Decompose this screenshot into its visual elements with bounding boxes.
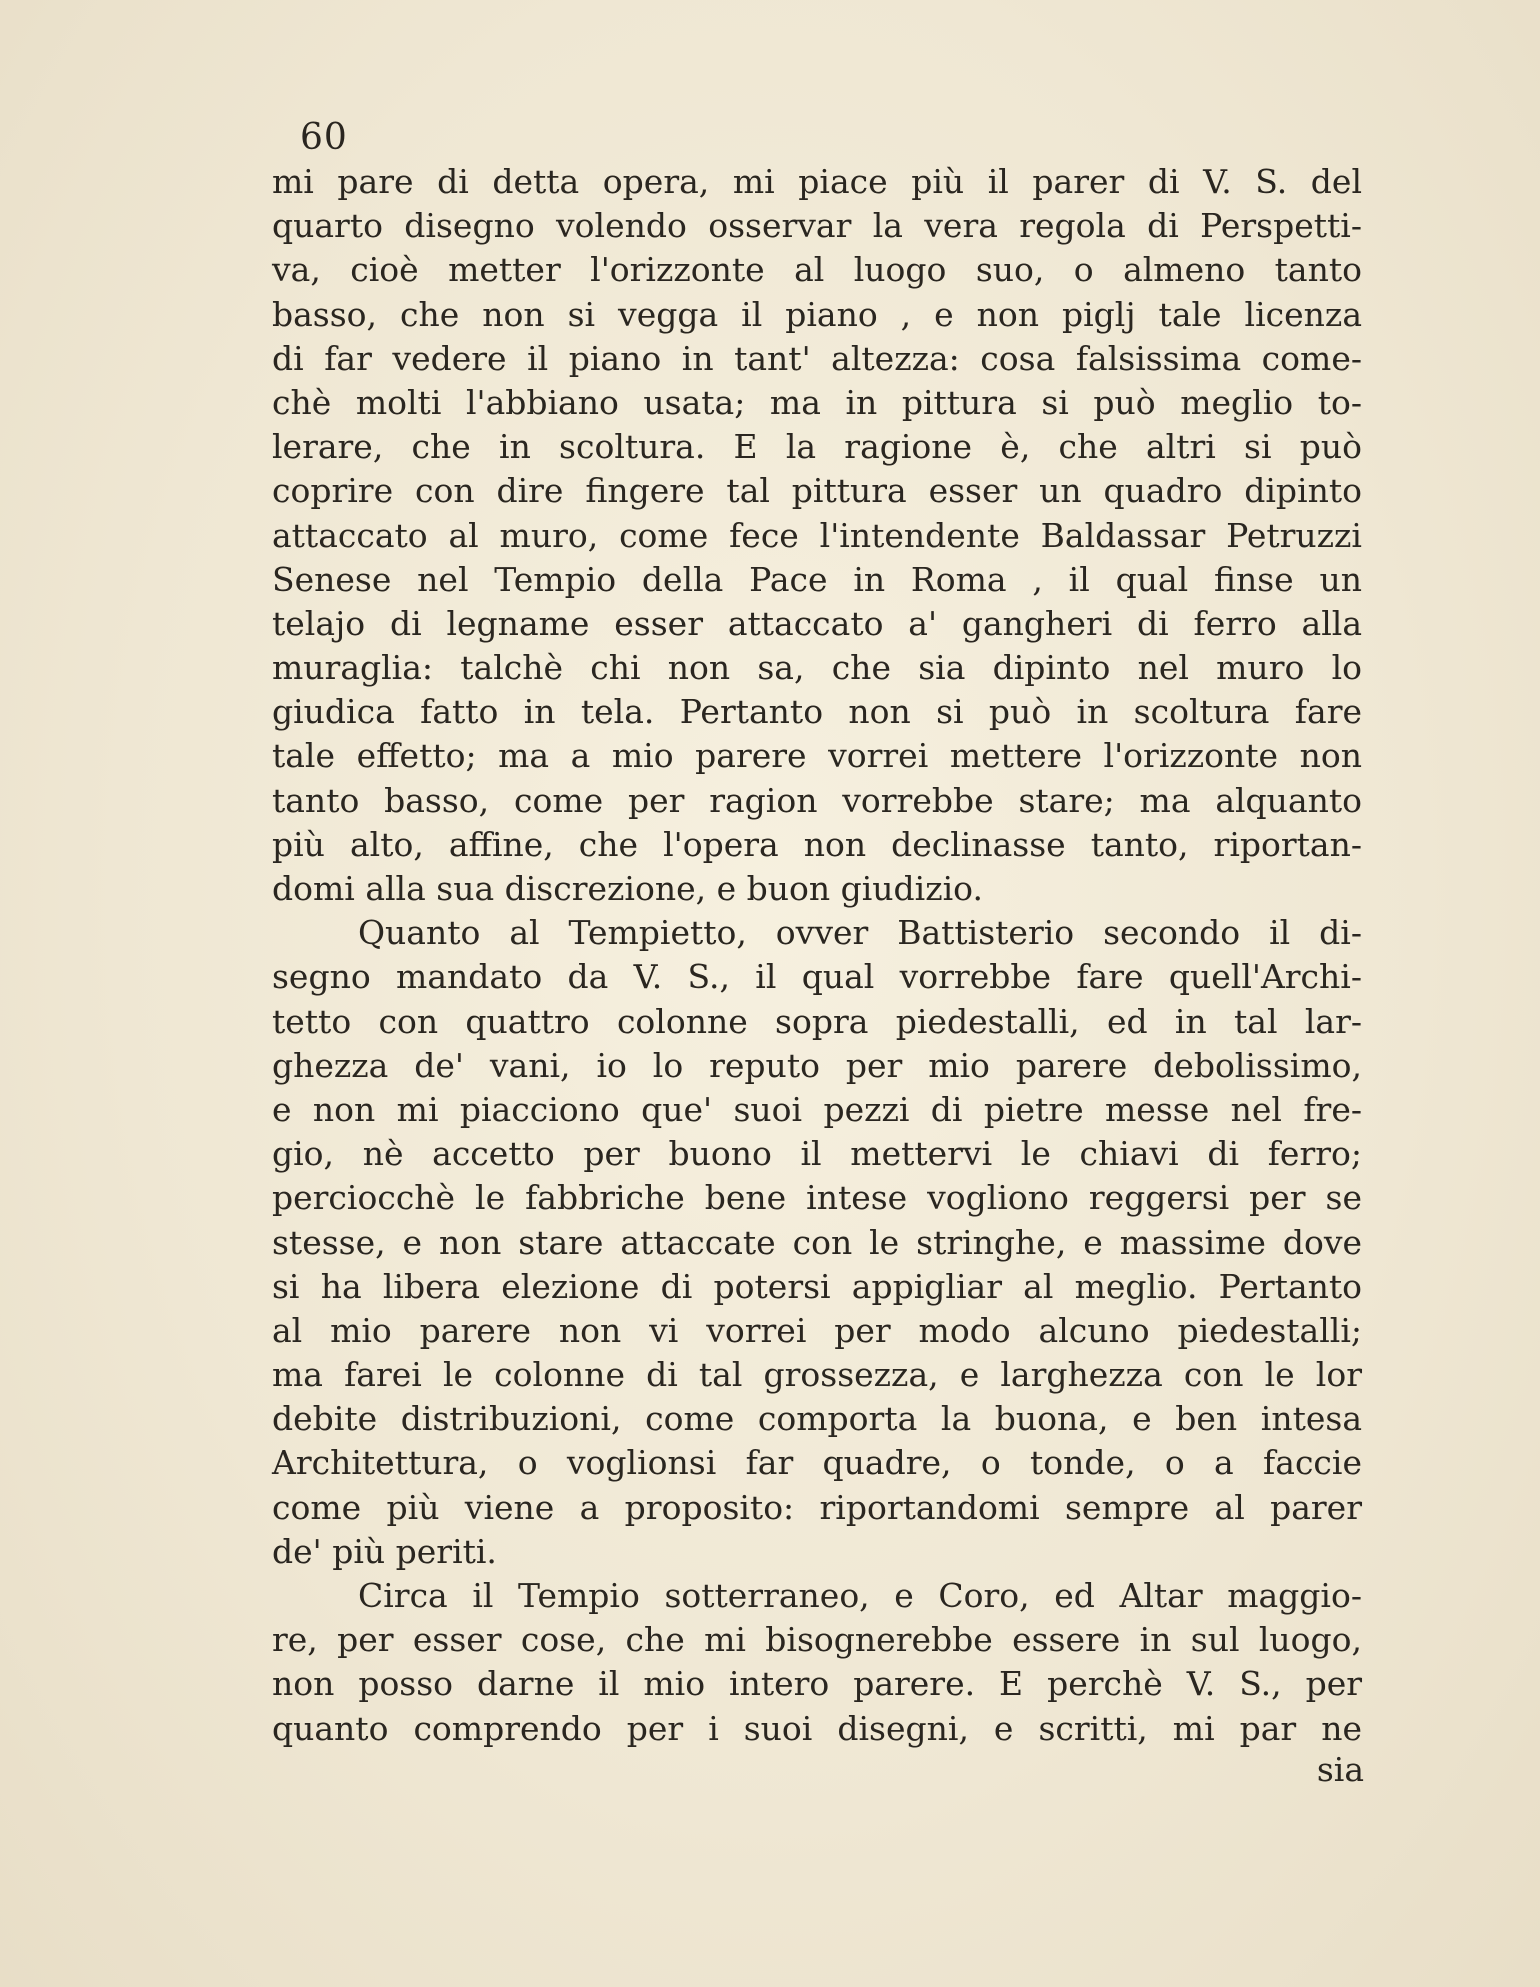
paragraph-start-line: Quanto al Tempietto, ovver Battisterio secondo il di- xyxy=(358,913,1362,953)
text-line: quanto comprendo per i suoi disegni, e scritti, mi par ne xyxy=(272,1708,1362,1748)
text-line: stesse, e non stare attaccate con le stringhe, e massime dove xyxy=(272,1222,1362,1262)
text-line: lerare, che in scoltura. E la ragione è, che altri si può xyxy=(272,427,1362,467)
text-line: debite distribuzioni, come comporta la buona, e ben intesa xyxy=(272,1399,1362,1439)
text-line: segno mandato da V. S., il qual vorrebbe fare quell'Archi- xyxy=(272,957,1362,997)
text-line: Senese nel Tempio della Pace in Roma , il qual finse un xyxy=(272,559,1362,599)
text-line: coprire con dire fingere tal pittura esser un quadro dipinto xyxy=(272,471,1362,511)
text-line: attaccato al muro, come fece l'intendente Baldassar Petruzzi xyxy=(272,515,1362,555)
text-line: giudica fatto in tela. Pertanto non si può in scoltura fare xyxy=(272,692,1362,732)
text-line: muraglia: talchè chi non sa, che sia dipinto nel muro lo xyxy=(272,648,1362,688)
body-text xyxy=(272,160,1362,1751)
text-line: tanto basso, come per ragion vorrebbe stare; ma alquanto xyxy=(272,780,1362,820)
paragraph-end-line: de' più periti. xyxy=(272,1531,497,1571)
text-line: basso, che non si vegga il piano , e non piglj tale licenza xyxy=(272,294,1362,334)
text-line: tetto con quattro colonne sopra piedestalli, ed in tal lar- xyxy=(272,1001,1362,1041)
text-line: perciocchè le fabbriche bene intese vogliono reggersi per se xyxy=(272,1178,1362,1218)
text-line: Architettura, o voglionsi far quadre, o tonde, o a faccie xyxy=(272,1443,1362,1483)
paragraph-start-line: Circa il Tempio sotterraneo, e Coro, ed Altar maggio- xyxy=(358,1576,1362,1615)
text-line: tale effetto; ma a mio parere vorrei mettere l'orizzonte non xyxy=(272,736,1362,776)
text-line: re, per esser cose, che mi bisognerebbe essere in sul luogo, xyxy=(272,1620,1362,1660)
text-line: gio, nè accetto per buono il mettervi le chiavi di ferro; xyxy=(272,1134,1362,1174)
text-line: chè molti l'abbiano usata; ma in pittura si può meglio to- xyxy=(272,382,1362,422)
paragraph-end-line: domi alla sua discrezione, e buon giudizio. xyxy=(272,869,983,908)
text-line: quarto disegno volendo osservar la vera regola di Perspetti- xyxy=(272,206,1362,246)
text-line: come più viene a proposito: riportandomi sempre al parer xyxy=(272,1487,1362,1527)
text-line: non posso darne il mio intero parere. E perchè V. S., per xyxy=(272,1664,1362,1704)
text-line: mi pare di detta opera, mi piace più il parer di V. S. del xyxy=(272,162,1362,201)
text-line: e non mi piacciono que' suoi pezzi di pietre messe nel fre- xyxy=(272,1089,1362,1129)
catchword: sia xyxy=(1316,1750,1364,1789)
text-line: ma farei le colonne di tal grossezza, e larghezza con le lor xyxy=(272,1355,1362,1395)
text-line: ghezza de' vani, io lo reputo per mio parere debolissimo, xyxy=(272,1045,1362,1085)
text-line: più alto, affine, che l'opera non declinasse tanto, riportan- xyxy=(272,824,1362,864)
text-line: di far vedere il piano in tant' altezza: cosa falsissima come- xyxy=(272,338,1362,378)
text-line: al mio parere non vi vorrei per modo alcuno piedestalli; xyxy=(272,1310,1362,1350)
text-line: si ha libera elezione di potersi appigliar al meglio. Pertanto xyxy=(272,1266,1362,1306)
text-line: va, cioè metter l'orizzonte al luogo suo, o almeno tanto xyxy=(272,250,1362,290)
page-number: 60 xyxy=(300,117,348,158)
text-line: telajo di legname esser attaccato a' gangheri di ferro alla xyxy=(272,603,1362,643)
